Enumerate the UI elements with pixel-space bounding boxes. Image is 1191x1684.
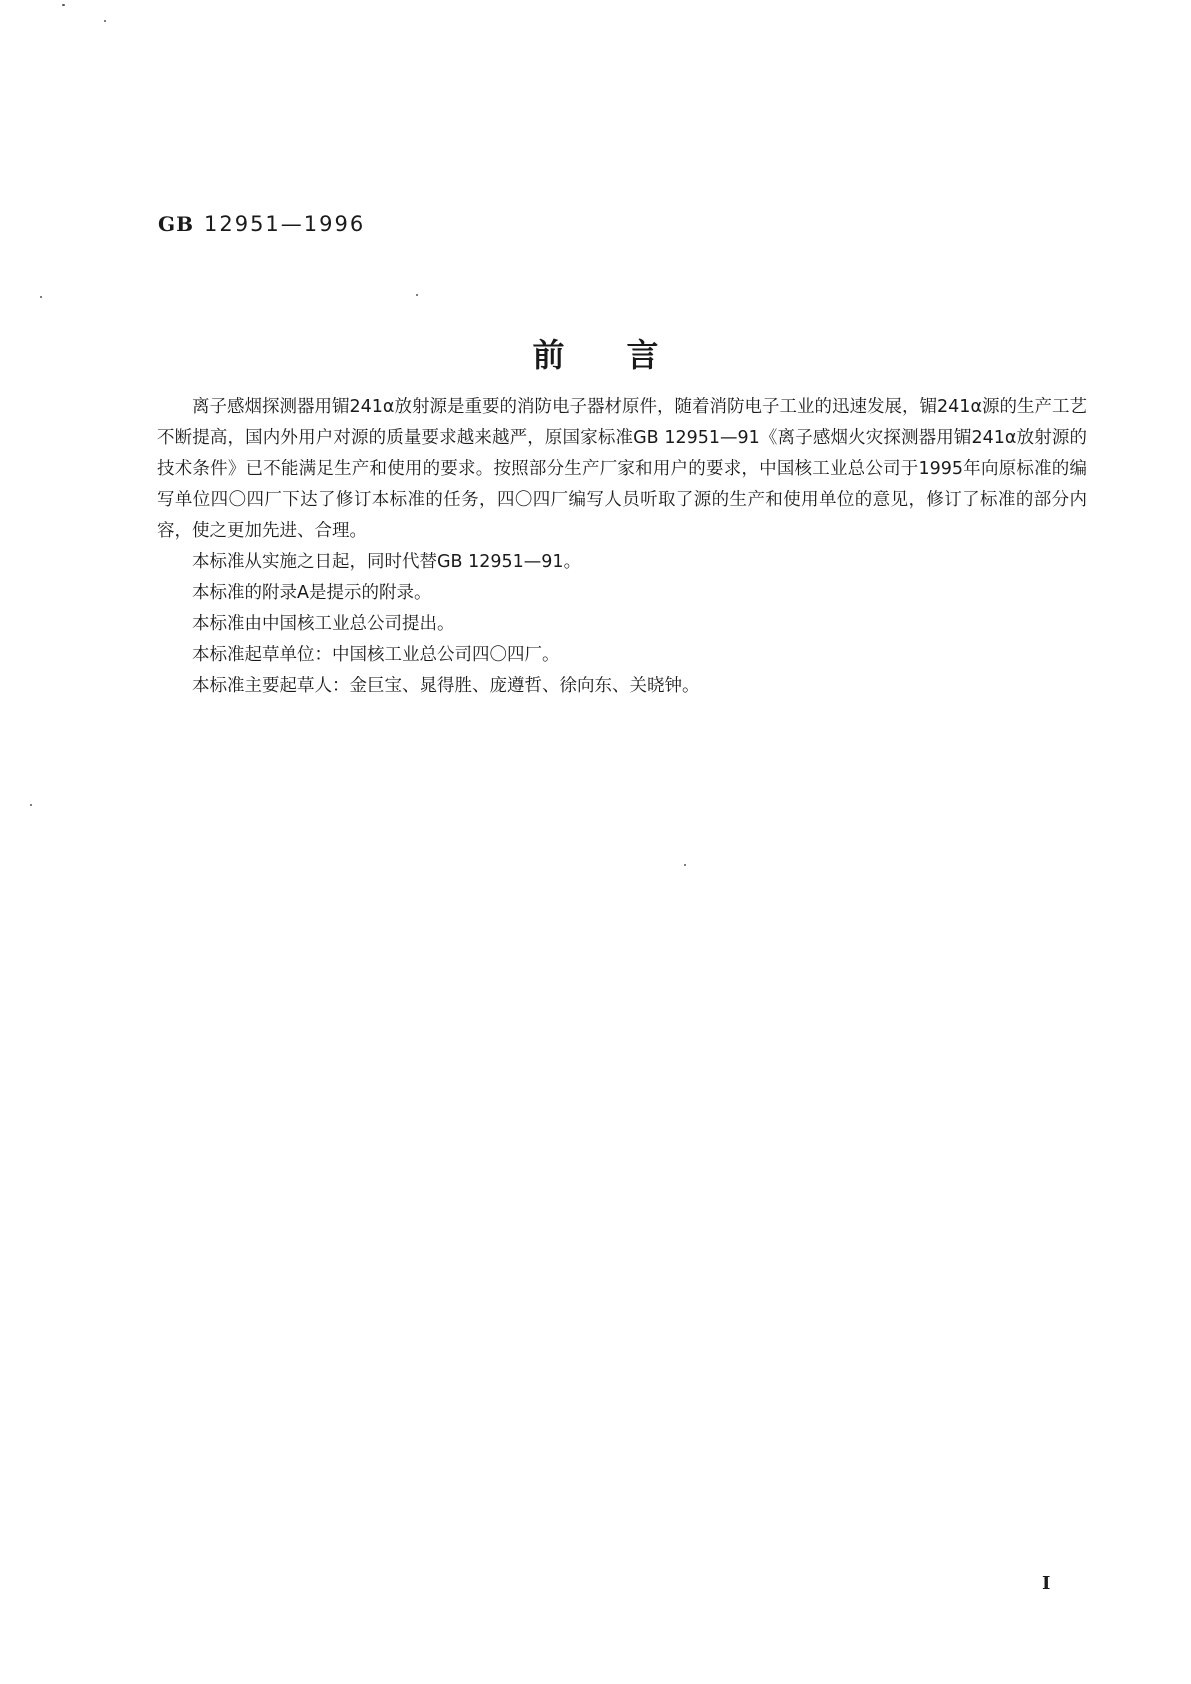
paragraph-proposer: 本标准由中国核工业总公司提出。 <box>192 614 455 634</box>
scan-speck <box>104 20 106 22</box>
paragraph-appendix: 本标准的附录A是提示的附录。 <box>192 583 432 603</box>
paragraph-replacement: 本标准从实施之日起，同时代替GB 12951—91。 <box>192 552 582 572</box>
scan-speck <box>40 296 42 298</box>
standard-prefix: GB <box>158 212 194 236</box>
scan-speck <box>30 804 32 806</box>
scan-speck <box>62 4 65 6</box>
paragraph-drafting-unit: 本标准起草单位：中国核工业总公司四〇四厂。 <box>192 645 560 665</box>
standard-number: 12951—1996 <box>203 212 366 236</box>
paragraph-drafters: 本标准主要起草人：金巨宝、晁得胜、庞遵哲、徐向东、关晓钟。 <box>192 676 700 696</box>
scan-speck <box>416 294 418 296</box>
paragraph-intro: 离子感烟探测器用镅241α放射源是重要的消防电子器材原件，随着消防电子工业的迅速发展，镅241α源的生产工艺不断提高，国内外用户对源的质量要求越来越严，原国家标准GB 12951—91《离子感烟火灾探测器用镅241α放射源的技术条件》已不能满足生产和使用的要求。按照部分生产厂家和用户的要求，中国核工业总公司于1995年向原标准的编写单位四〇四厂下达了修订本标准的任务，四〇四厂编写人员听取了源的生产和使用单位的意见，修订了标准的部分内容，使之更加先进、合理。 <box>157 397 1087 541</box>
foreword-body <box>157 392 1087 702</box>
scan-speck <box>684 864 686 866</box>
page-title: 前言 <box>532 336 721 374</box>
page-number: Ⅰ <box>1042 1573 1051 1594</box>
standard-code <box>158 212 365 236</box>
